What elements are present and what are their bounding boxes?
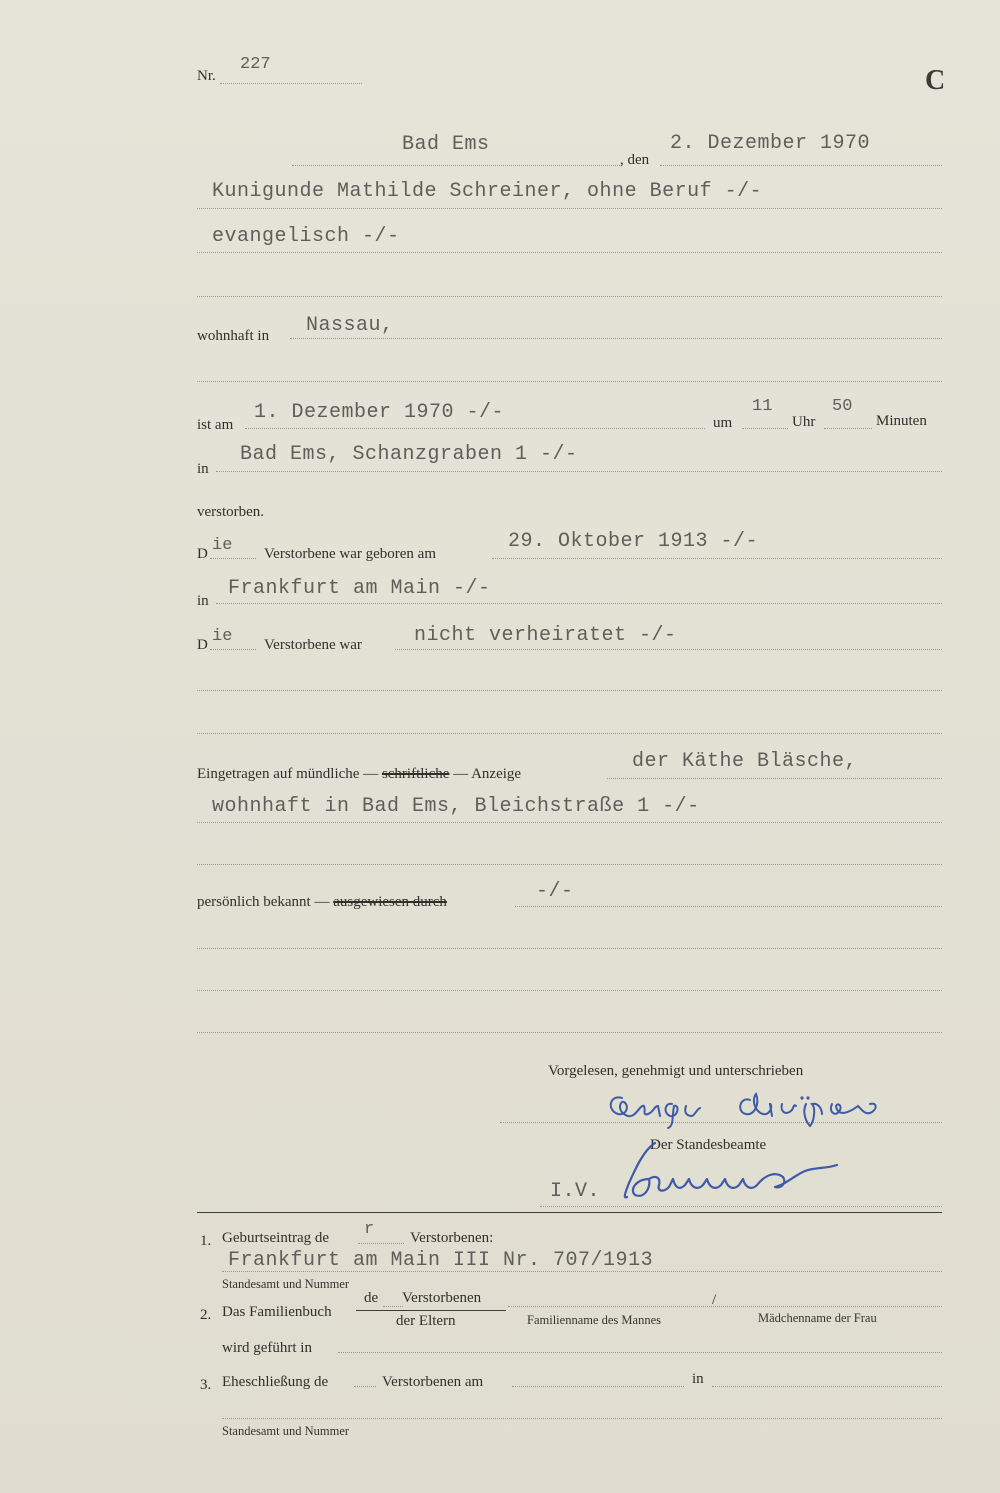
birth-place-line [216, 603, 942, 604]
identity-line-3 [197, 990, 942, 991]
marital-text: Verstorbene war [264, 637, 362, 653]
item2-de-line [383, 1306, 403, 1307]
item1-standesamt-label: Standesamt und Nummer [222, 1277, 350, 1291]
birth-ie-fill: ie [212, 536, 233, 555]
item3-in-label: in [692, 1371, 704, 1387]
item1-label-b: Verstorbenen: [410, 1230, 494, 1246]
item1-line [222, 1271, 942, 1272]
ist-am-label: ist am [197, 417, 234, 433]
place-value: Bad Ems [402, 133, 490, 156]
marital-line [395, 649, 942, 650]
item3-standesamt-label: Standesamt und Nummer [222, 1424, 350, 1438]
date-line [660, 165, 942, 166]
marital-d-label: D [197, 637, 208, 653]
familienname-mann-label: Familienname des Mannes [527, 1313, 661, 1327]
nr-label: Nr. [197, 68, 216, 84]
read-approved-label: Vorgelesen, genehmigt und unterschrieben [548, 1063, 804, 1079]
item3-fill-line [354, 1386, 376, 1387]
minute-line [824, 428, 872, 429]
item3-date-line [512, 1386, 684, 1387]
item3-label-b: Verstorbenen am [382, 1374, 484, 1390]
identity-label-text: persönlich bekannt — [197, 894, 330, 910]
minuten-label: Minuten [876, 413, 927, 429]
identity-label [197, 894, 447, 911]
item3-place-line [712, 1386, 942, 1387]
birth-d-label: D [197, 546, 208, 562]
marital-value: nicht verheiratet -/- [414, 624, 677, 647]
report-value-1: der Käthe Bläsche, [632, 750, 858, 773]
report-line-2 [197, 822, 942, 823]
person-line-1 [197, 208, 942, 209]
registrar-label: Der Standesbeamte [650, 1137, 767, 1153]
birth-place-value: Frankfurt am Main -/- [228, 577, 491, 600]
place-line [292, 165, 622, 166]
footer-rule [197, 1212, 942, 1213]
item3-line [222, 1418, 942, 1419]
residence-line-2 [197, 381, 942, 382]
residence-label: wohnhaft in [197, 328, 270, 344]
residence-line [290, 338, 942, 339]
item2-divider [356, 1310, 506, 1311]
item2-slash: / [712, 1292, 717, 1308]
death-place-line [216, 471, 942, 472]
um-label: um [713, 415, 733, 431]
report-line-3 [197, 864, 942, 865]
item2-de: de [364, 1290, 379, 1306]
birth-in-label: in [197, 593, 209, 609]
death-in-label: in [197, 461, 209, 477]
identity-label-struck: ausgewiesen durch [333, 894, 447, 910]
uhr-label: Uhr [792, 414, 816, 430]
item2-verstorbenen: Verstorbenen [402, 1290, 482, 1306]
verstorben-label: verstorben. [197, 504, 265, 520]
person-line-2 [197, 252, 942, 253]
death-minute: 50 [832, 397, 853, 416]
hour-line [742, 428, 788, 429]
identity-line-4 [197, 1032, 942, 1033]
report-label-part2: — Anzeige [453, 766, 522, 782]
birth-d-line [210, 558, 256, 559]
birth-date-line [492, 558, 942, 559]
item1-number: 1. [200, 1233, 212, 1249]
identity-line-2 [197, 948, 942, 949]
item3-number: 3. [200, 1377, 212, 1393]
birth-text: Verstorbene war geboren am [264, 546, 437, 562]
marital-ie-fill: ie [212, 627, 233, 646]
item2-number: 2. [200, 1307, 212, 1323]
person-name-line: Kunigunde Mathilde Schreiner, ohne Beruf -/- [212, 180, 763, 203]
identity-value: -/- [536, 880, 574, 903]
death-date-line [245, 428, 705, 429]
report-line-1 [607, 778, 942, 779]
report-label-part1: Eingetragen auf mündliche — [197, 766, 379, 782]
date-value: 2. Dezember 1970 [670, 132, 871, 155]
item3-label-a: Eheschließung de [222, 1374, 329, 1390]
item2-eltern: der Eltern [396, 1313, 456, 1329]
person-line-3 [197, 296, 942, 297]
den-label: , den [620, 152, 650, 168]
death-date-value: 1. Dezember 1970 -/- [254, 401, 505, 424]
report-value-2: wohnhaft in Bad Ems, Bleichstraße 1 -/- [212, 795, 700, 818]
informant-signature [600, 1082, 910, 1132]
iv-label: I.V. [550, 1180, 601, 1203]
item1-fill-line [358, 1243, 404, 1244]
item2-name-line [508, 1306, 942, 1307]
death-hour: 11 [752, 397, 773, 416]
report-label [197, 766, 521, 783]
item1-fill: r [364, 1220, 375, 1239]
death-place-value: Bad Ems, Schanzgraben 1 -/- [240, 443, 578, 466]
registrar-signature [615, 1135, 865, 1210]
item2-label: Das Familienbuch [222, 1304, 332, 1320]
item1-value: Frankfurt am Main III Nr. 707/1913 [228, 1249, 654, 1272]
item2-gefuehrt-label: wird geführt in [222, 1340, 312, 1356]
nr-value: 227 [240, 55, 271, 74]
report-label-struck: schriftliche [381, 766, 450, 782]
marital-line-3 [197, 733, 942, 734]
religion-line: evangelisch -/- [212, 225, 400, 248]
item1-label-a: Geburtseintrag de [222, 1230, 330, 1246]
residence-value: Nassau, [306, 314, 394, 337]
corner-letter: C [925, 65, 946, 96]
marital-d-line [210, 649, 256, 650]
spacer-line [197, 516, 942, 517]
identity-line [515, 906, 942, 907]
birth-date-value: 29. Oktober 1913 -/- [508, 530, 759, 553]
marital-line-2 [197, 690, 942, 691]
item2-gefuehrt-line [338, 1352, 942, 1353]
maedchenname-frau-label: Mädchenname der Frau [758, 1311, 877, 1325]
nr-line [220, 83, 362, 84]
